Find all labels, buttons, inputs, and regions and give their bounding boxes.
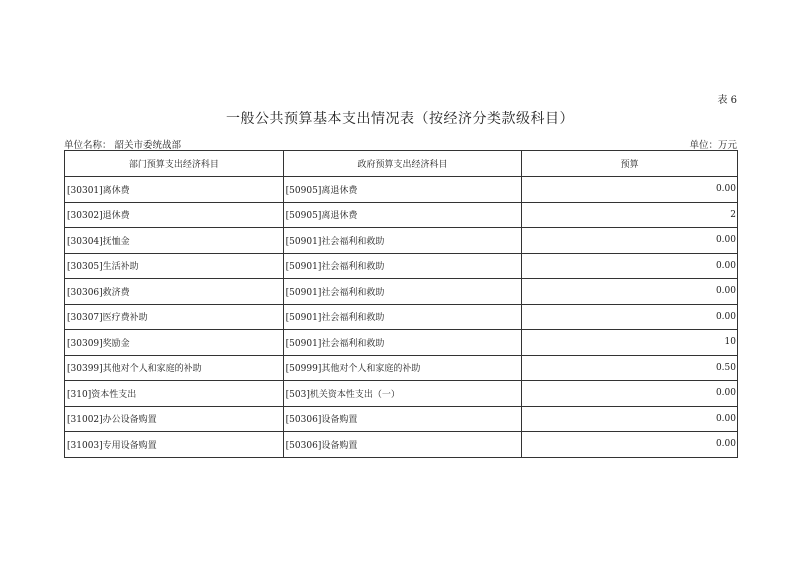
gov-subject-cell: [50306]设备购置	[283, 432, 522, 458]
table-row	[65, 406, 738, 432]
dept-subject-cell: [30305]生活补助	[65, 253, 284, 279]
budget-amount-cell: 0.00	[522, 304, 738, 330]
budget-amount-cell: 2	[522, 202, 738, 228]
gov-subject-cell: [50901]社会福利和救助	[283, 330, 522, 356]
budget-amount-cell: 0.00	[522, 381, 738, 407]
table-row	[65, 253, 738, 279]
gov-subject-cell: [50905]离退休费	[283, 202, 522, 228]
table-row	[65, 177, 738, 203]
table-row	[65, 202, 738, 228]
page-title: 一般公共预算基本支出情况表（按经济分类款级科目）	[226, 111, 574, 127]
table-row	[65, 381, 738, 407]
budget-table	[64, 150, 738, 458]
budget-amount-cell: 0.50	[522, 355, 738, 381]
gov-subject-cell: [50901]社会福利和救助	[283, 304, 522, 330]
dept-subject-cell: [30302]退休费	[65, 202, 284, 228]
gov-subject-cell: [50901]社会福利和救助	[283, 253, 522, 279]
gov-subject-cell: [50905]离退休费	[283, 177, 522, 203]
budget-amount-cell: 0.00	[522, 279, 738, 305]
dept-subject-cell: [310]资本性支出	[65, 381, 284, 407]
unit-name-label: 单位名称： 韶关市委统战部	[64, 140, 182, 151]
dept-subject-cell: [30306]救济费	[65, 279, 284, 305]
dept-subject-cell: [31003]专用设备购置	[65, 432, 284, 458]
header-dept-subject: 部门预算支出经济科目	[65, 151, 284, 177]
dept-subject-cell: [30399]其他对个人和家庭的补助	[65, 355, 284, 381]
dept-subject-cell: [30304]抚恤金	[65, 228, 284, 254]
table-row	[65, 355, 738, 381]
dept-subject-cell: [30307]医疗费补助	[65, 304, 284, 330]
budget-amount-cell: 0.00	[522, 253, 738, 279]
table-row	[65, 304, 738, 330]
gov-subject-cell: [50901]社会福利和救助	[283, 279, 522, 305]
gov-subject-cell: [503]机关资本性支出（一）	[283, 381, 522, 407]
gov-subject-cell: [50901]社会福利和救助	[283, 228, 522, 254]
currency-unit-label: 单位：万元	[689, 140, 737, 151]
table-row	[65, 279, 738, 305]
header-gov-subject: 政府预算支出经济科目	[283, 151, 522, 177]
budget-amount-cell: 0.00	[522, 177, 738, 203]
table-row	[65, 432, 738, 458]
table-header-row	[65, 151, 738, 177]
dept-subject-cell: [31002]办公设备购置	[65, 406, 284, 432]
budget-amount-cell: 10	[522, 330, 738, 356]
table-row	[65, 228, 738, 254]
budget-amount-cell: 0.00	[522, 432, 738, 458]
table-number: 表 6	[717, 95, 737, 106]
budget-amount-cell: 0.00	[522, 228, 738, 254]
dept-subject-cell: [30301]离休费	[65, 177, 284, 203]
gov-subject-cell: [50999]其他对个人和家庭的补助	[283, 355, 522, 381]
dept-subject-cell: [30309]奖励金	[65, 330, 284, 356]
header-budget: 预算	[522, 151, 738, 177]
table-row	[65, 330, 738, 356]
gov-subject-cell: [50306]设备购置	[283, 406, 522, 432]
budget-amount-cell: 0.00	[522, 406, 738, 432]
